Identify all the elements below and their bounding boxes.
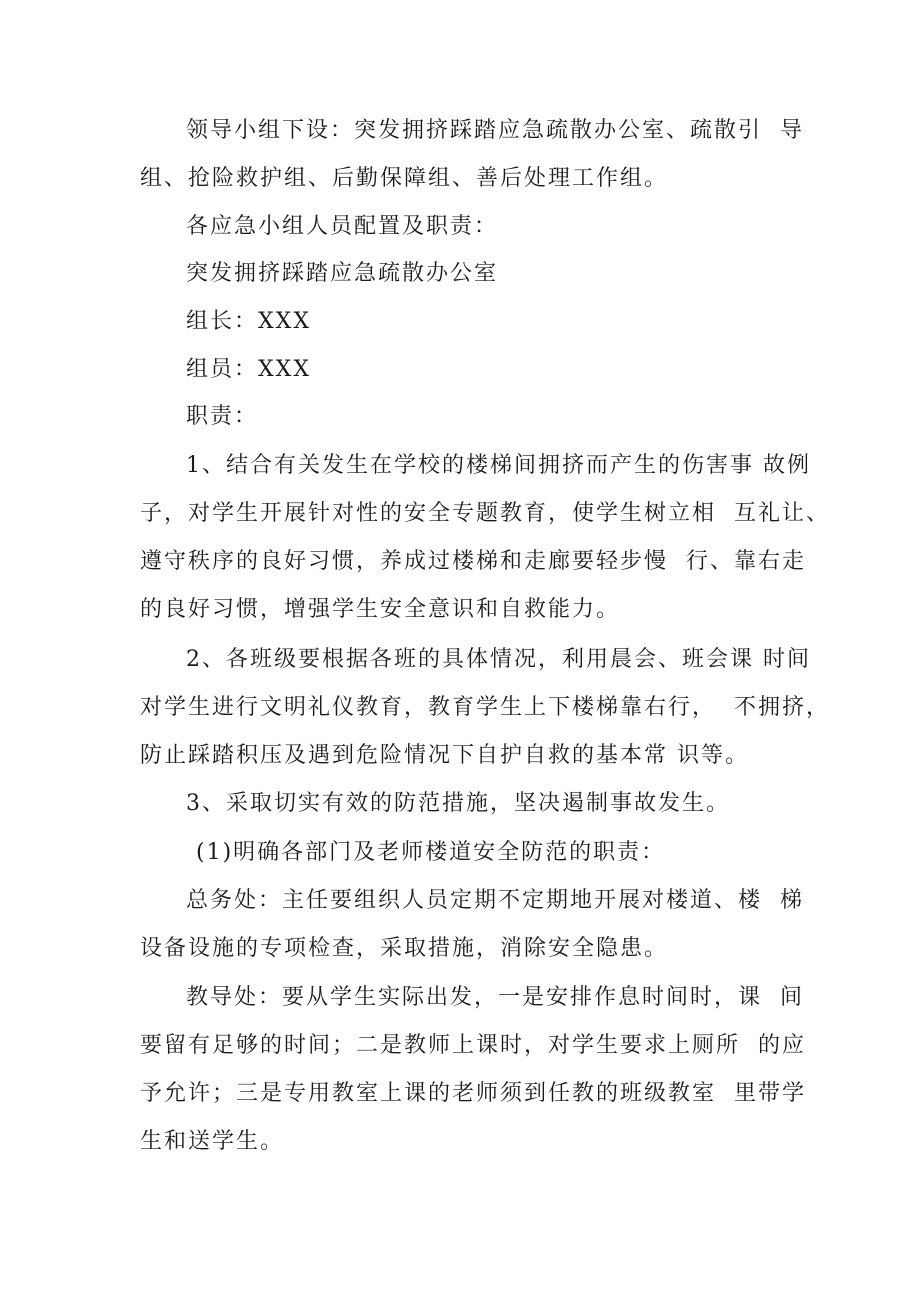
duty-3-line: 3、采取切实有效的防范措施，坚决遏制事故发生。 (186, 791, 730, 816)
heading-evacuation-office: 突发拥挤踩踏应急疏散办公室 (186, 261, 499, 286)
general-affairs-line-2: 设备设施的专项检查，采取措施，消除安全隐患。 (140, 936, 669, 961)
duty-1-line-2: 子，对学生开展针对性的安全专题教育，使学生树立相 互礼让、 (140, 501, 830, 526)
academic-affairs-line-1: 教导处：要从学生实际出发，一是安排作息时间时，课 间 (186, 985, 804, 1010)
duty-1-line-4: 的良好习惯，增强学生安全意识和自救能力。 (140, 597, 621, 622)
duty-2-line-1: 2、各班级要根据各班的具体情况，利用晨会、班会课 时间 (186, 647, 811, 672)
academic-affairs-line-4: 生和送学生。 (140, 1129, 285, 1154)
general-affairs-line-1: 总务处：主任要组织人员定期不定期地开展对楼道、楼 梯 (186, 888, 804, 913)
sub-item-1-line: (1)明确各部门及老师楼道安全防范的职责： (196, 840, 666, 865)
group-member-line: 组员：XXX (186, 357, 311, 382)
heading-groups-staffing: 各应急小组人员配置及职责： (186, 214, 499, 239)
duties-heading: 职责： (186, 404, 259, 429)
paragraph-leadership-line-1: 领导小组下设：突发拥挤踩踏应急疏散办公室、疏散引 导 (186, 118, 804, 143)
duty-2-line-3: 防止踩踏积压及遇到危险情况下自护自救的基本常 识等。 (140, 743, 749, 768)
academic-affairs-line-2: 要留有足够的时间；二是教师上课时，对学生要求上厕所 的应 (140, 1033, 806, 1058)
duty-2-line-2: 对学生进行文明礼仪教育，教育学生上下楼梯靠右行， 不拥挤， (140, 695, 830, 720)
group-leader-line: 组长：XXX (186, 309, 311, 334)
paragraph-leadership-line-2: 组、抢险救护组、后勤保障组、善后处理工作组。 (140, 166, 669, 191)
duty-1-line-1: 1、结合有关发生在学校的楼梯间拥挤而产生的伤害事 故例 (186, 453, 811, 478)
academic-affairs-line-3: 予允许；三是专用教室上课的老师须到任教的班级教室 里带学 (140, 1081, 806, 1106)
duty-1-line-3: 遵守秩序的良好习惯，养成过楼梯和走廊要轻步慢 行、靠右走 (140, 549, 806, 574)
